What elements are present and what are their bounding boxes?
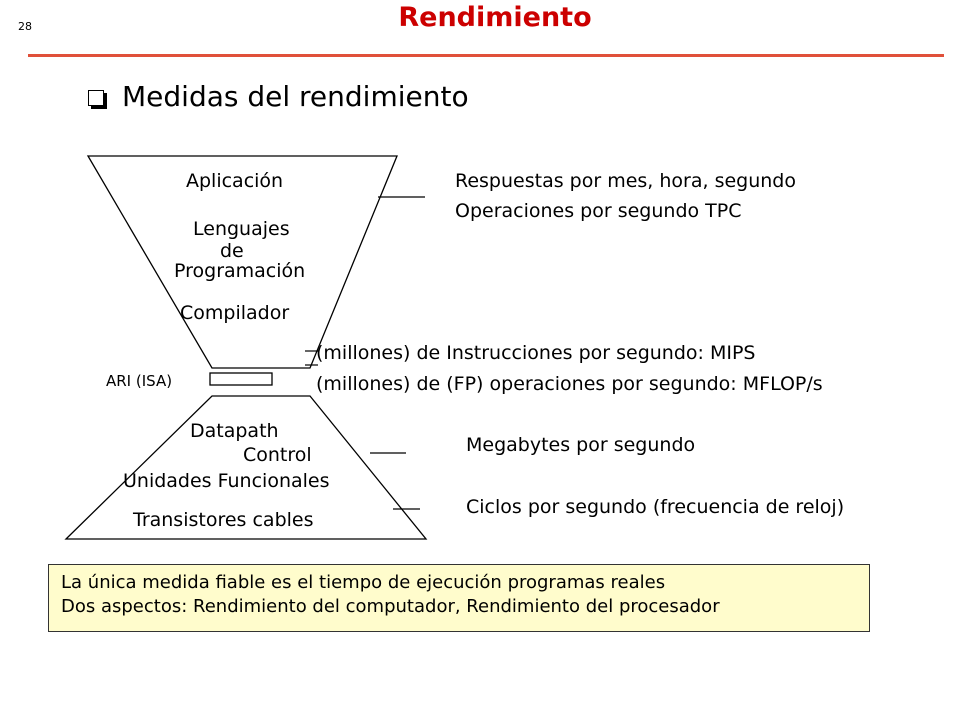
- level-control: Control: [243, 444, 312, 466]
- level-compilador: Compilador: [180, 302, 290, 324]
- level-unidades-funcionales: Unidades Funcionales: [123, 470, 330, 492]
- page-number: 28: [18, 20, 32, 33]
- isa-label: ARI (ISA): [106, 372, 173, 390]
- note-box: [48, 564, 870, 632]
- metric-megabytes: Megabytes por segundo: [466, 434, 696, 456]
- level-transistores: Transistores cables: [133, 509, 314, 531]
- metric-ciclos: Ciclos por segundo (frecuencia de reloj): [466, 496, 845, 518]
- note-line-2: Dos aspectos: Rendimiento del computador, Rendimiento del procesador: [61, 596, 720, 617]
- note-line-1: La única medida fiable es el tiempo de ejecución programas reales: [61, 572, 666, 593]
- metric-mflops: (millones) de (FP) operaciones por segundo: MFLOP/s: [316, 373, 823, 395]
- metric-mips: (millones) de Instrucciones por segundo: MIPS: [316, 342, 756, 364]
- metric-tpc: Operaciones por segundo TPC: [455, 200, 742, 222]
- level-aplicacion: Aplicación: [186, 170, 284, 192]
- slide-title: Rendimiento: [398, 2, 592, 33]
- subtitle-text: Medidas del rendimiento: [122, 80, 469, 113]
- level-datapath: Datapath: [190, 420, 279, 442]
- level-de: de: [220, 240, 244, 262]
- level-programacion: Programación: [174, 260, 306, 282]
- metric-respuestas: Respuestas por mes, hora, segundo: [455, 170, 796, 192]
- isa-box: [210, 373, 272, 385]
- level-lenguajes: Lenguajes: [193, 218, 290, 240]
